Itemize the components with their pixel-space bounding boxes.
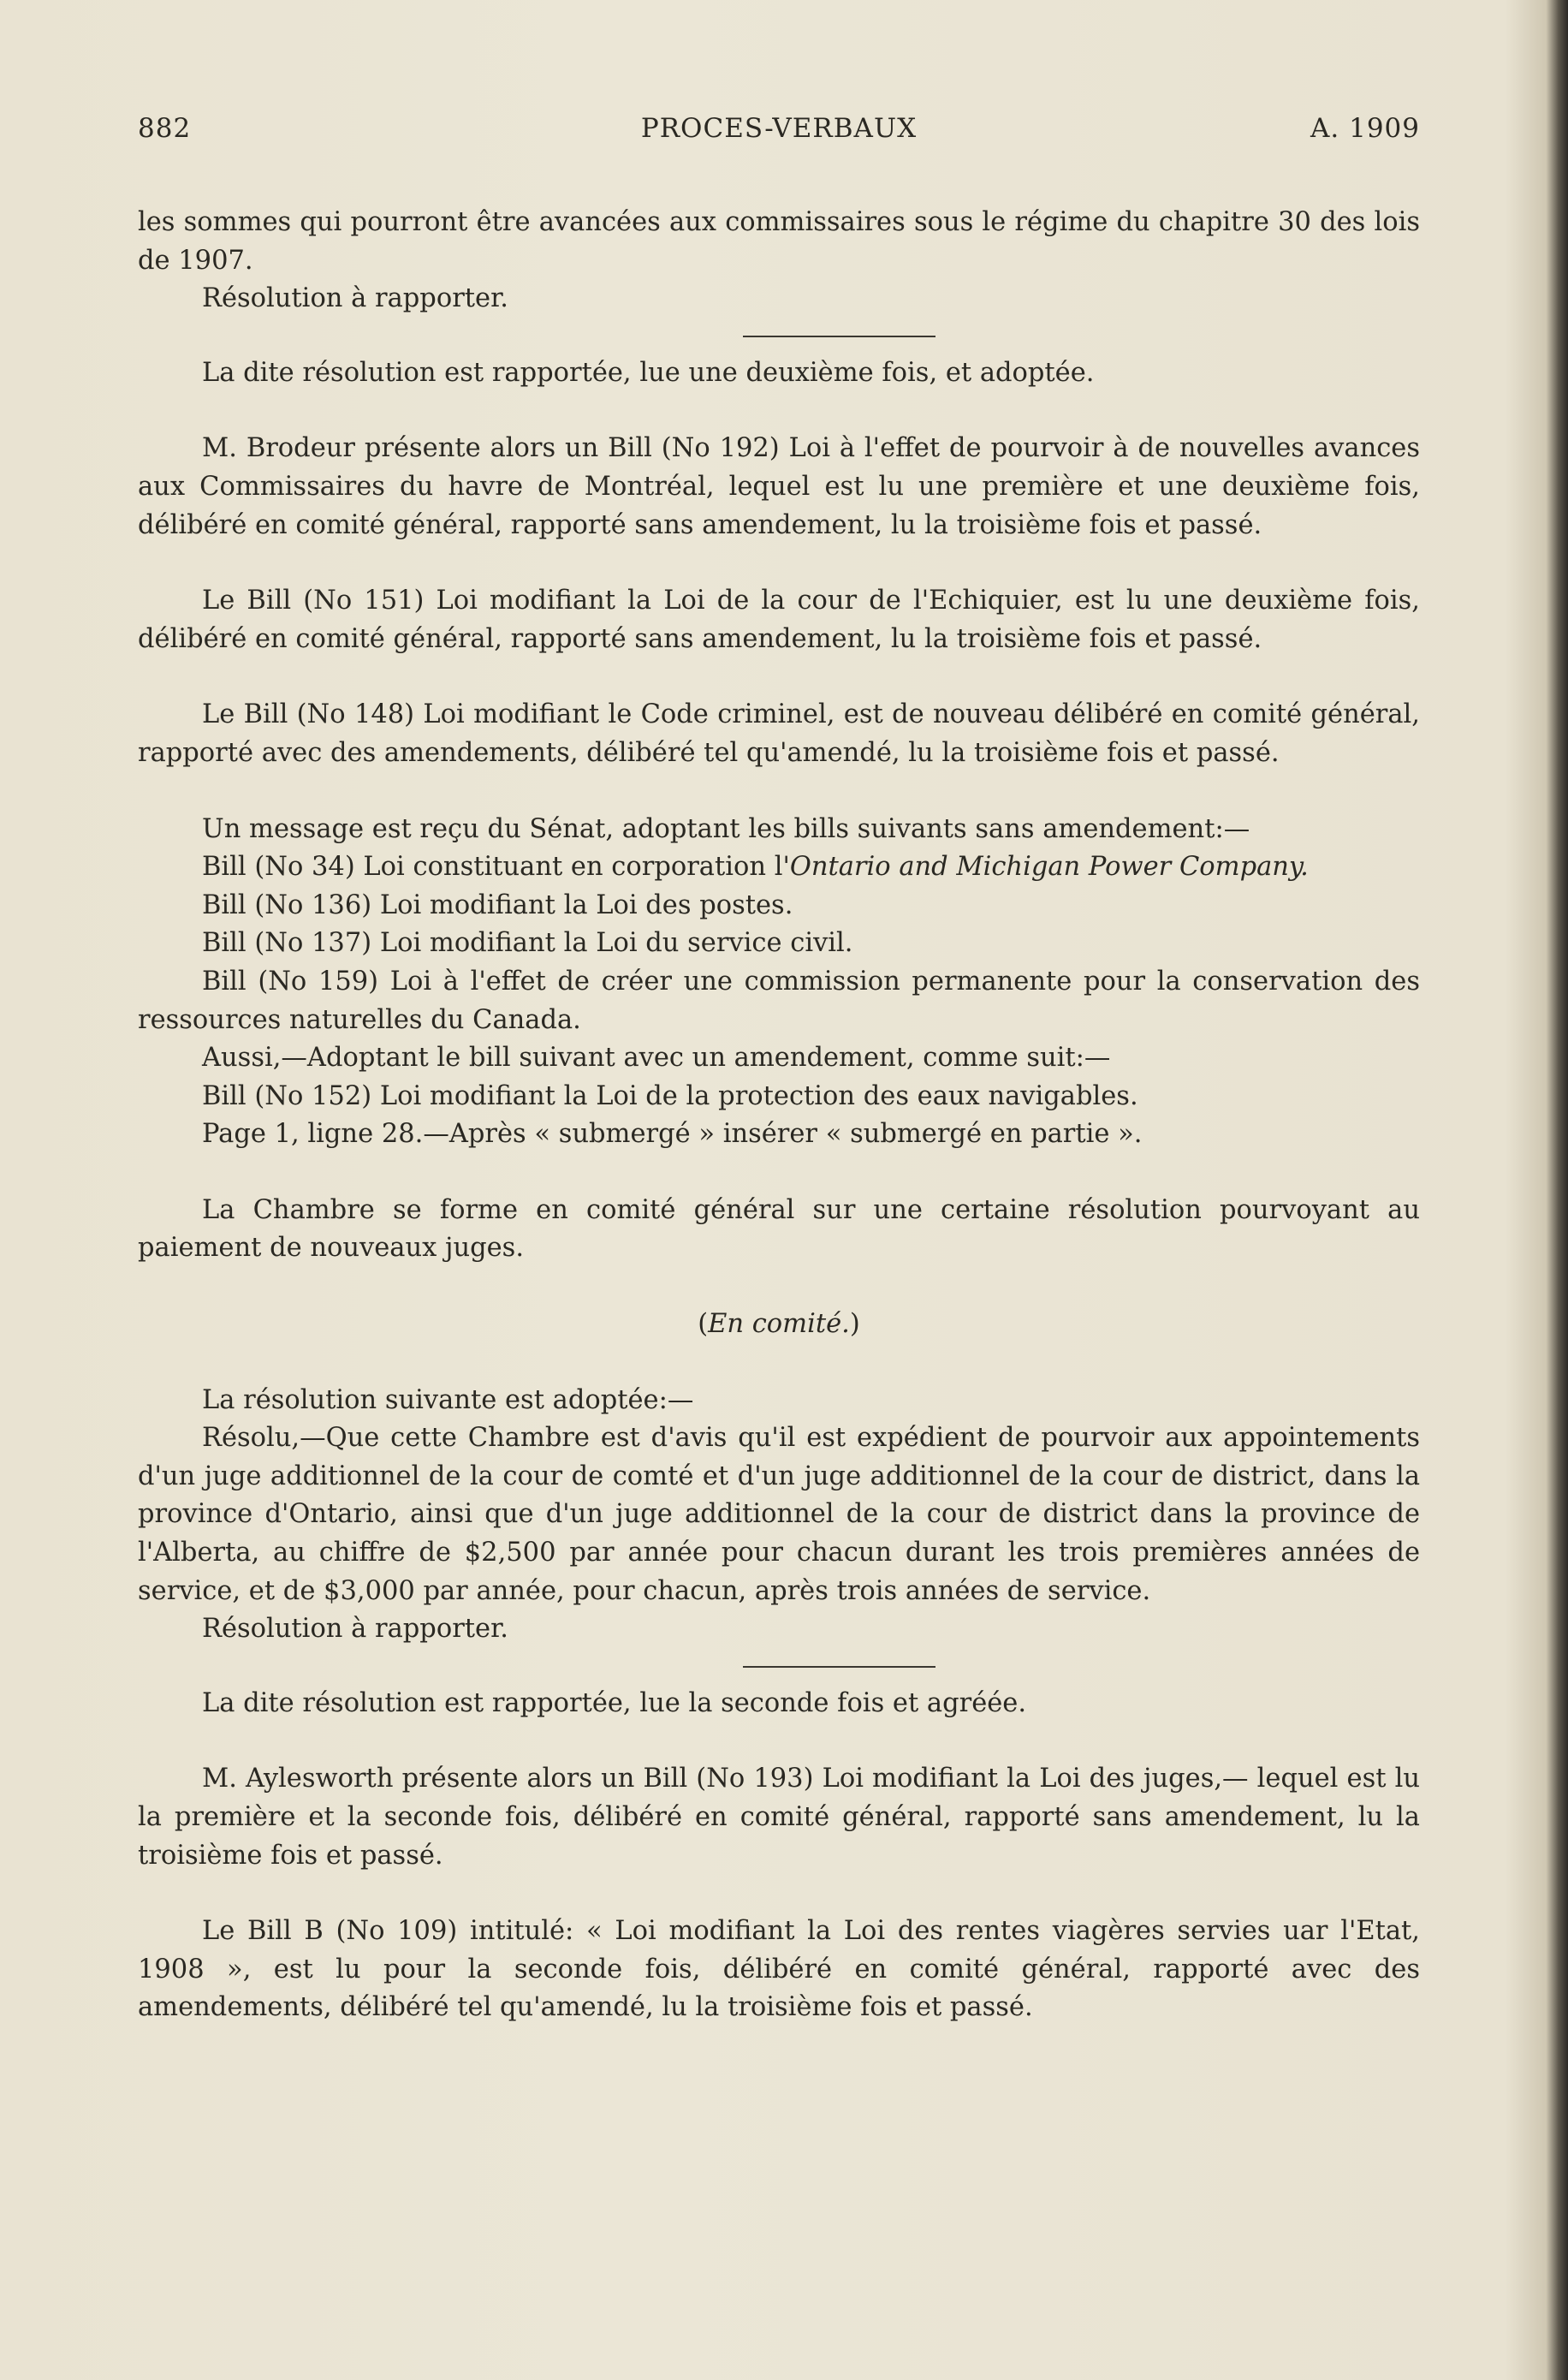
italic-run: En comité. (708, 1309, 850, 1340)
paragraph: Bill (No 159) Loi à l'effet de créer une commission permanente pour la conservation des ressources naturelles du Canada. (138, 966, 1420, 1035)
page-number: 882 (138, 113, 192, 144)
text-run: Bill (No 34) Loi constituant en corporation l' (202, 852, 790, 883)
paragraph: Le Bill (No 151) Loi modifiant la Loi de la cour de l'Echiquier, est lu une deuxième fois, délibéré en comité général, rapporté sans amendement, lu la troisième fois et passé. (138, 586, 1420, 654)
paragraph (138, 848, 1420, 887)
paragraph: M. Aylesworth présente alors un Bill (No 193) Loi modifiant la Loi des juges,— lequel est lu la première et la seconde fois, délibéré en comité général, rapporté sans amendement, lu la troisième fois et passé. (138, 1764, 1420, 1871)
paren-close: ) (849, 1309, 860, 1340)
paragraph: Résolution à rapporter. (202, 283, 509, 314)
paragraph: M. Brodeur présente alors un Bill (No 192) Loi à l'effet de pourvoir à de nouvelles avances aux Commissaires du havre de Montréal, lequel est lu une première et une deuxième fois, délibéré en comité général, rapporté sans amendement, lu la troisième fois et passé. (138, 433, 1420, 540)
section-divider (743, 1666, 935, 1668)
paragraph: Bill (No 136) Loi modifiant la Loi des postes. (202, 890, 793, 920)
running-title: PROCES-VERBAUX (640, 113, 918, 144)
italic-run: Ontario and Michigan Power Company. (789, 852, 1309, 883)
paragraph: La dite résolution est rapportée, lue une deuxième fois, et adoptée. (202, 357, 1095, 388)
paragraph: les sommes qui pourront être avancées aux commissaires sous le régime du chapitre 30 des lois de 1907. (138, 207, 1420, 276)
paragraph: Le Bill (No 148) Loi modifiant le Code criminel, est de nouveau délibéré en comité général, rapporté avec des amendements, délibéré tel qu'amendé, lu la troisième fois et passé. (138, 699, 1420, 768)
paragraph: La dite résolution est rapportée, lue la seconde fois et agréée. (202, 1687, 1027, 1718)
paragraph: Un message est reçu du Sénat, adoptant les bills suivants sans amendement:— (202, 813, 1250, 844)
page-body (138, 204, 1420, 2027)
paragraph: Page 1, ligne 28.—Après « submergé » insérer « submergé en partie ». (202, 1119, 1143, 1150)
paragraph: Bill (No 137) Loi modifiant la Loi du service civil. (202, 928, 853, 959)
paren-open: ( (698, 1309, 709, 1340)
year-label: A. 1909 (1310, 113, 1420, 144)
paragraph: Le Bill B (No 109) intitulé: « Loi modifiant la Loi des rentes viagères servies uar l'Etat, 1908 », est lu pour la seconde fois, délibéré en comité général, rapporté avec des amendements, délibéré tel qu'amendé, lu la troisième fois et passé. (138, 1916, 1420, 2023)
paragraph: Bill (No 152) Loi modifiant la Loi de la protection des eaux navigables. (202, 1080, 1138, 1111)
paragraph: Résolution à rapporter. (202, 1614, 509, 1645)
paragraph: Résolu,—Que cette Chambre est d'avis qu'il est expédient de pourvoir aux appointements d'un juge additionnel de la cour de comté et d'un juge additionnel de la cour de district, dans la province d'Ontario, ainsi que d'un juge additionnel de la cour de district dans la province de l'Alberta, au chiffre de $2,500 par année pour chacun durant les trois premières années de service, et de $3,000 par année, pour chacun, après trois années de service. (138, 1423, 1420, 1606)
section-divider (743, 336, 935, 337)
section-heading (138, 1306, 1420, 1344)
paragraph: La Chambre se forme en comité général sur une certaine résolution pourvoyant au paiement de nouveaux juges. (138, 1194, 1420, 1264)
paragraph: Aussi,—Adoptant le bill suivant avec un amendement, comme suit:— (202, 1043, 1111, 1074)
paragraph: La résolution suivante est adoptée:— (202, 1384, 694, 1415)
